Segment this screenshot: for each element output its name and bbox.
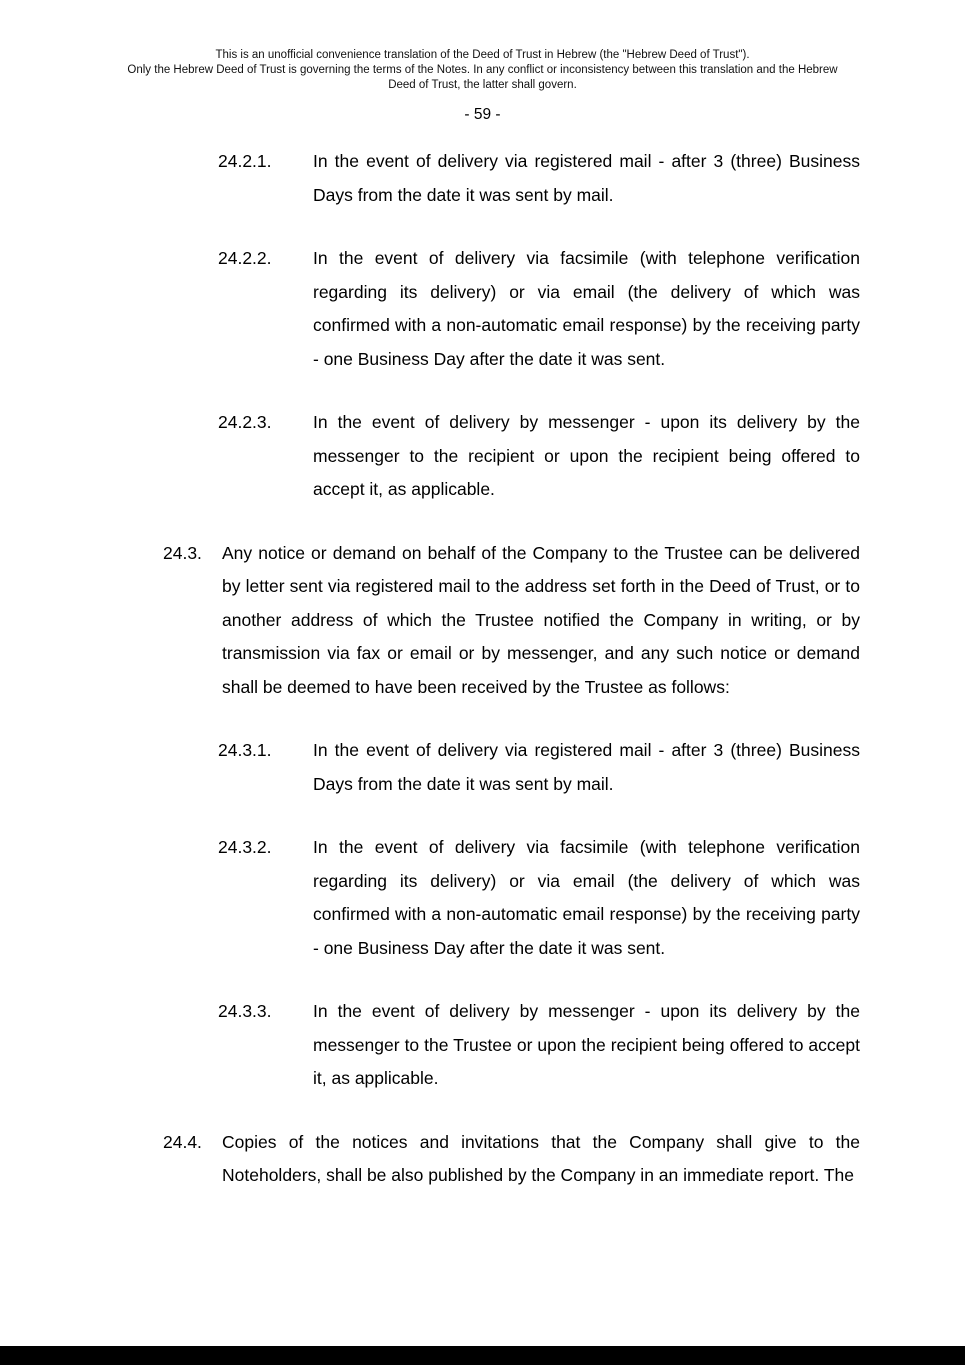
clause-number: 24.3. [163,542,202,563]
clause-24-3-2 [218,831,860,965]
clause-24-2-1 [218,145,860,212]
clause-24-2-2 [218,242,860,376]
clause-number: 24.3.1. [218,740,272,760]
clause-text: In the event of delivery via registered mail - after 3 (three) Business Days from the date it was sent by mail. [313,151,860,205]
document-body [0,145,965,1193]
page-number: - 59 - [464,106,501,123]
clause-24-3 [163,537,860,705]
clause-text: In the event of delivery by messenger - upon its delivery by the messenger to the recipient or upon the recipient being offered to accept it, as applicable. [313,412,860,499]
clause-24-2-3 [218,406,860,507]
clause-24-4 [163,1126,860,1193]
header-disclaimer-line-3: Deed of Trust, the latter shall govern. [388,79,577,91]
clause-number: 24.3.3. [218,1001,272,1021]
header-disclaimer-line-1: This is an unofficial convenience translation of the Deed of Trust in Hebrew (the "Hebrew Deed of Trust"). [215,49,750,61]
clause-text: Any notice or demand on behalf of the Company to the Trustee can be delivered by letter sent via registered mail to the address set forth in the Deed of Trust, or to another address of which the Trustee notified the Company in writing, or by transmission via fax or email or by messenger, and any such notice or demand shall be deemed to have been received by the Trustee as follows: [222,542,860,697]
clause-24-3-3 [218,995,860,1096]
bottom-bar [0,1346,965,1365]
clause-24-3-1 [218,734,860,801]
clause-number: 24.2.1. [218,151,272,171]
clause-text: In the event of delivery via facsimile (with telephone verification regarding its delivery) or via email (the delivery of which was confirmed with a non-automatic email response) by the receiving party - one Business Day after the date it was sent. [313,248,860,369]
clause-text: In the event of delivery via facsimile (with telephone verification regarding its delivery) or via email (the delivery of which was confirmed with a non-automatic email response) by the receiving party - one Business Day after the date it was sent. [313,837,860,958]
header-disclaimer [0,0,965,93]
clause-text: In the event of delivery via registered mail - after 3 (three) Business Days from the date it was sent by mail. [313,740,860,794]
clause-number: 24.4. [163,1131,202,1152]
clause-number: 24.3.2. [218,837,272,857]
clause-text: In the event of delivery by messenger - upon its delivery by the messenger to the Trustee or upon the recipient being offered to accept it, as applicable. [313,1001,860,1088]
clause-number: 24.2.3. [218,412,272,432]
header-disclaimer-line-2: Only the Hebrew Deed of Trust is governing the terms of the Notes. In any conflict or inconsistency between this translation and the Hebrew [127,64,838,76]
clause-text: Copies of the notices and invitations that the Company shall give to the Noteholders, shall be also published by the Company in an immediate report. The [222,1131,860,1185]
clause-number: 24.2.2. [218,248,272,268]
